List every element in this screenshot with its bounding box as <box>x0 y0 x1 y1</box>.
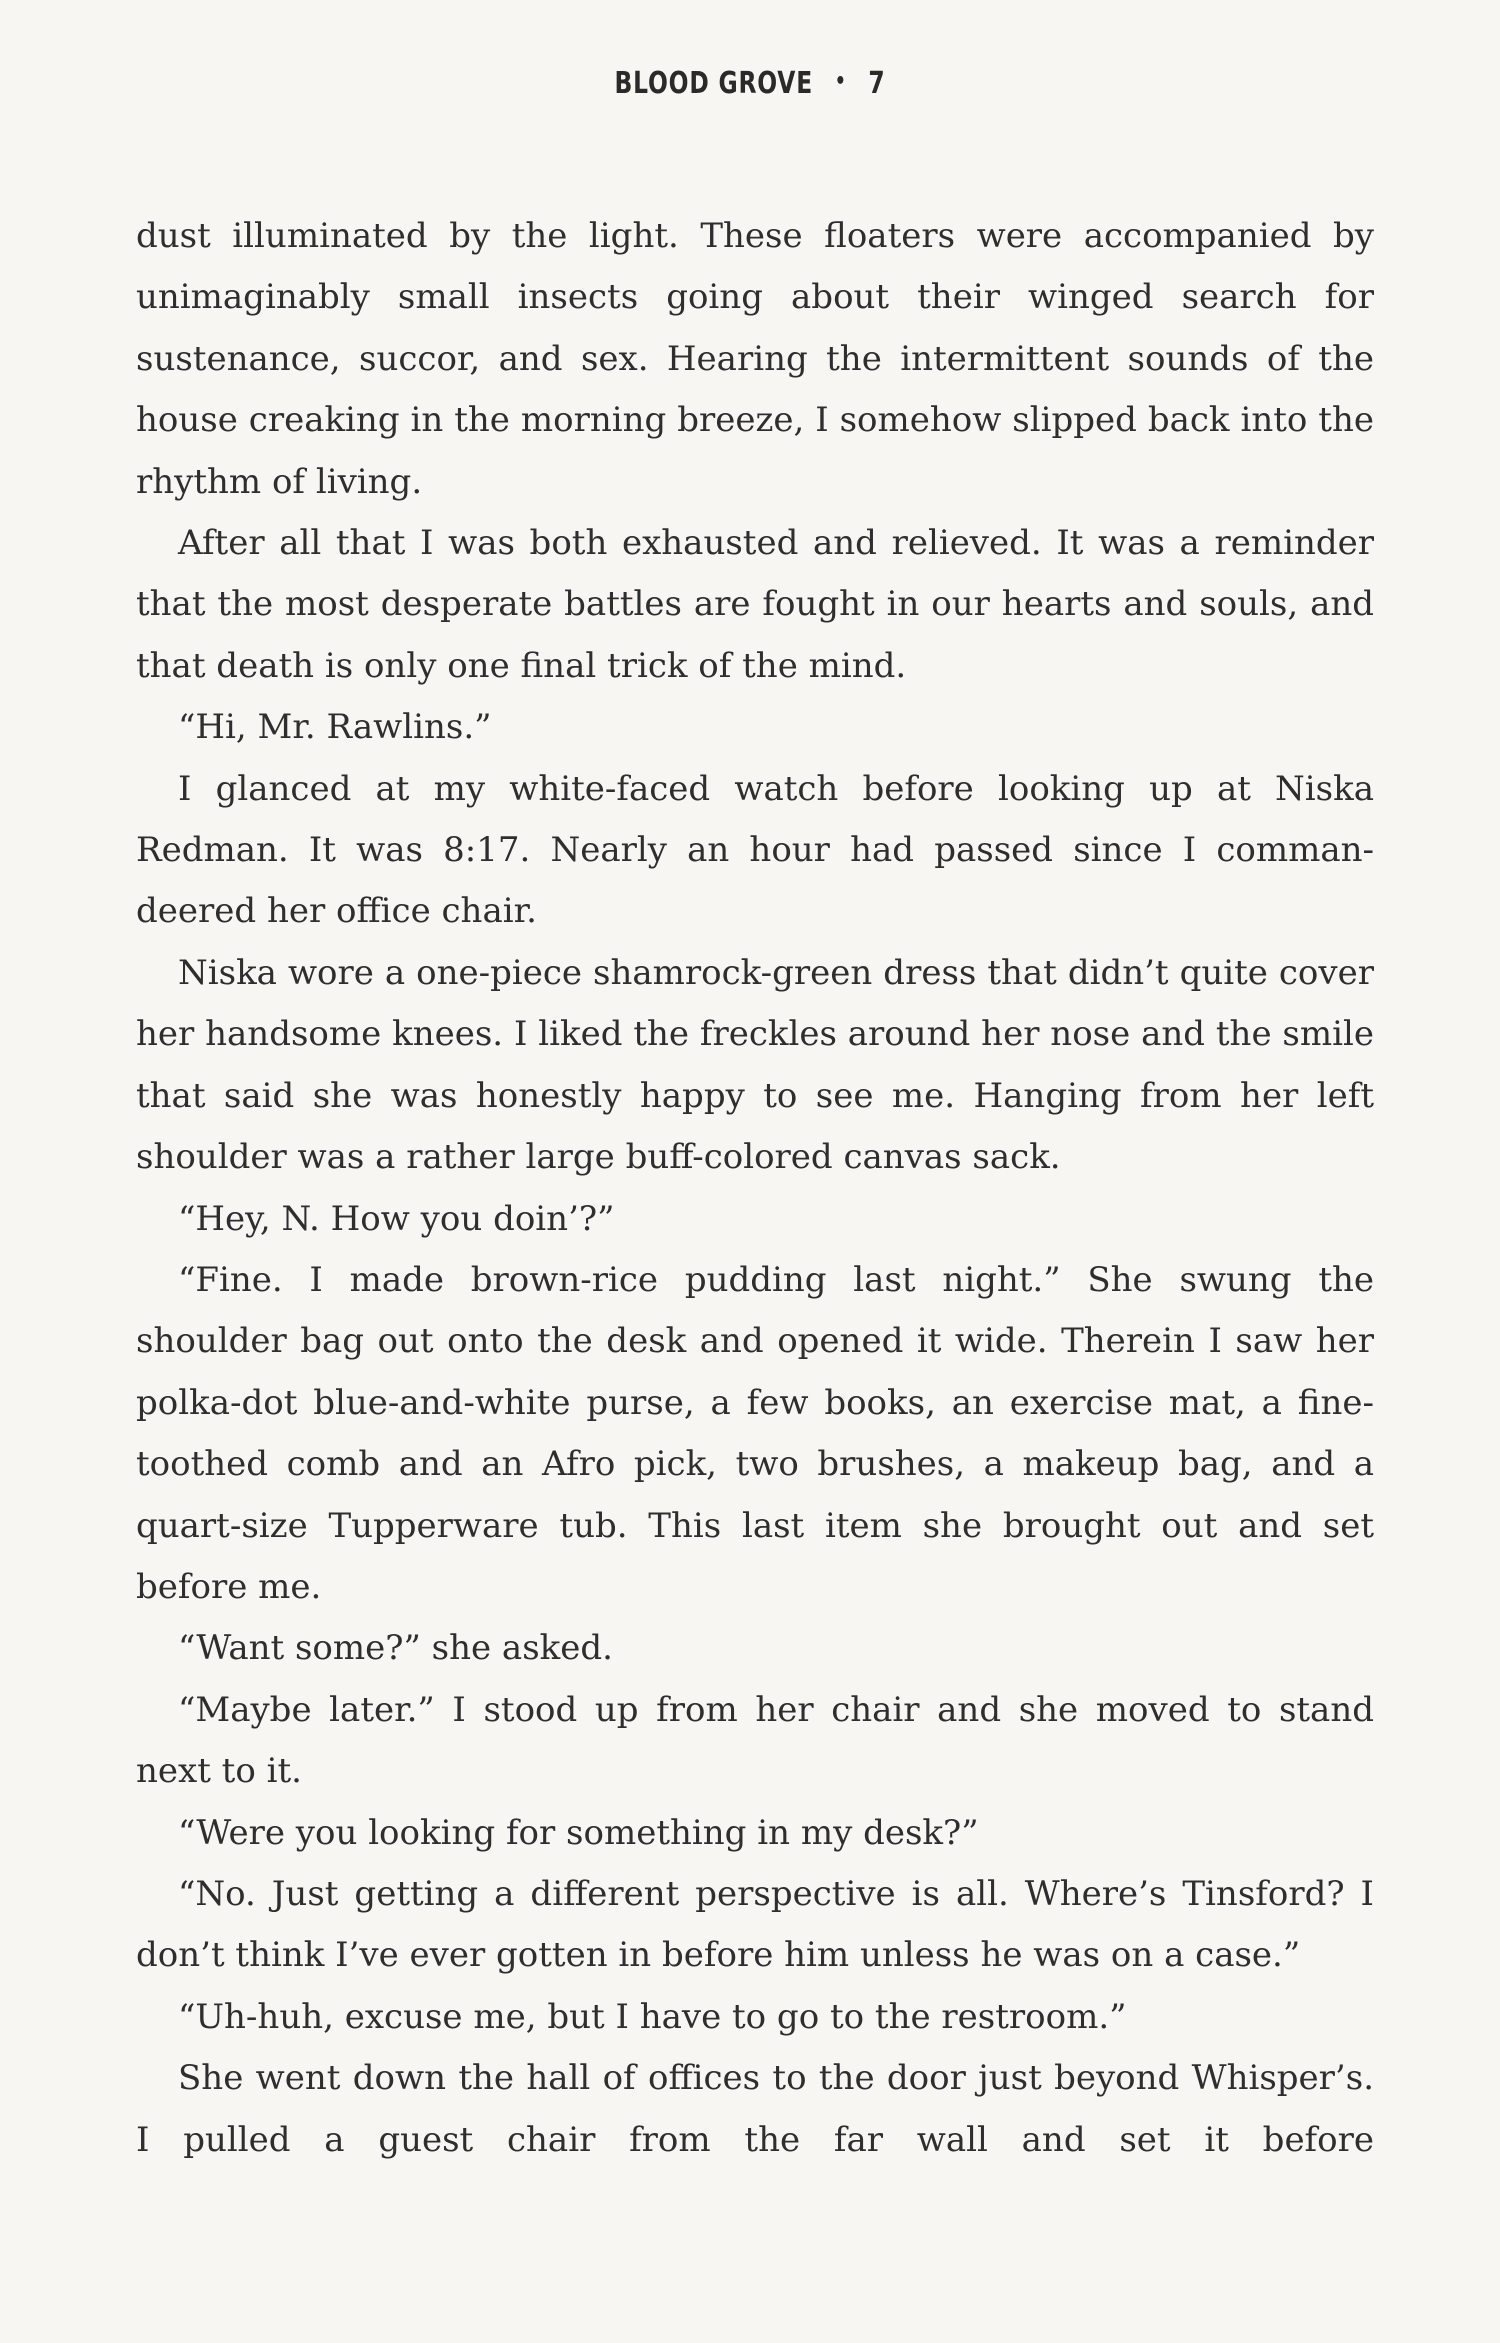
paragraph: After all that I was both exhausted and relieved. It was a reminder that the most desperate battles are fought in our hearts and souls, and that death is only one final trick of the mind. <box>136 523 1374 686</box>
paragraph: “Hey, N. How you doin’?” <box>178 1198 615 1239</box>
paragraph: “Hi, Mr. Rawlins.” <box>178 707 492 748</box>
paragraph: Niska wore a one-piece shamrock-green dress that didn’t quite cover her handsome knees. I liked the freckles around her nose and the smile that said she was honestly happy to see me. Hanging from her left shoulder was a rather large buff-colored canvas sack. <box>136 952 1374 1178</box>
page-number: 7 <box>868 66 886 101</box>
paragraph: “Uh-huh, excuse me, but I have to go to the restroom.” <box>178 1996 1127 2037</box>
paragraph: dust illuminated by the light. These floaters were accompanied by unimaginably small insects going about their winged search for sustenance, succor, and sex. Hearing the intermittent sounds of the house creaking in the morning breeze, I somehow slipped back into the rhythm of living. <box>136 216 1374 502</box>
separator-dot: • <box>834 69 847 94</box>
paragraph: I glanced at my white-faced watch before looking up at Niska Redman. It was 8:17. Nearly an hour had passed since I commandeered her office chair. <box>136 768 1374 932</box>
paragraph: “Want some?” she asked. <box>178 1628 613 1669</box>
paragraph: “No. Just getting a different perspective is all. Where’s Tinsford? I don’t think I’ve ever gotten in before him unless he was on a case.” <box>136 1873 1374 1976</box>
paragraph: “Maybe later.” I stood up from her chair and she moved to stand next to it. <box>136 1689 1374 1792</box>
body-text <box>136 206 1374 2171</box>
book-title: BLOOD GROVE <box>614 66 813 101</box>
paragraph: “Were you looking for something in my desk?” <box>178 1812 979 1853</box>
running-head <box>165 66 1335 101</box>
paragraph: She went down the hall of offices to the door just beyond Whisper’s. I pulled a guest chair from the far wall and set it before <box>136 2058 1374 2160</box>
paragraph: “Fine. I made brown-rice pudding last night.” She swung the shoulder bag out onto the desk and opened it wide. Therein I saw her polka-dot blue-and-white purse, a few books, an exercise mat, a fine-toothed comb and an Afro pick, two brushes, a makeup bag, and a quart-size Tupperware tub. This last item she brought out and set before me. <box>136 1259 1374 1607</box>
